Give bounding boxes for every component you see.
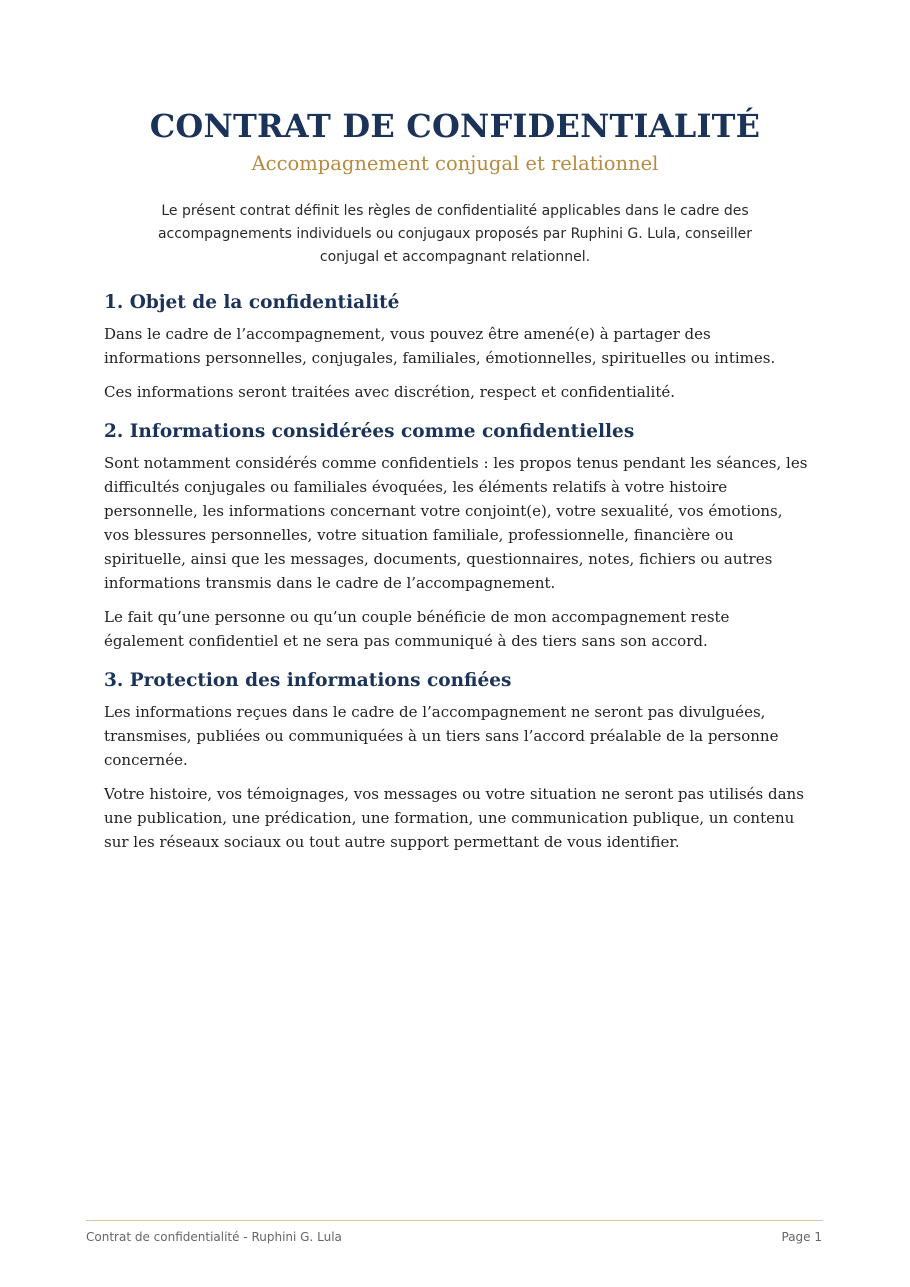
document-title: CONTRAT DE CONFIDENTIALITÉ (149, 107, 761, 145)
section-heading: 2. Informations considérées comme confidentielles (104, 421, 635, 442)
paragraph: Votre histoire, vos témoignages, vos messages ou votre situation ne seront pas utilisés dans une publication, une prédication, une formation, une communication publique, un contenu sur les réseaux sociaux ou tout autre support permettant de vous identifier. (104, 785, 804, 851)
document-subtitle: Accompagnement conjugal et relationnel (251, 152, 659, 175)
section-informations (104, 419, 810, 653)
section-heading: 3. Protection des informations confiées (104, 670, 512, 691)
footer-document-label: Contrat de confidentialité - Ruphini G. Lula (86, 1230, 342, 1244)
paragraph: Les informations reçues dans le cadre de l’accompagnement ne seront pas divulguées, transmises, publiées ou communiquées à un tiers sans l’accord préalable de la personne concernée. (104, 703, 779, 769)
paragraph: Dans le cadre de l’accompagnement, vous pouvez être amené(e) à partager des informations personnelles, conjugales, familiales, émotionnelles, spirituelles ou intimes. (104, 325, 776, 367)
paragraph: Sont notamment considérés comme confidentiels : les propos tenus pendant les séances, les difficultés conjugales ou familiales évoquées, les éléments relatifs à votre histoire personnelle, les informations concernant votre conjoint(e), votre sexualité, vos émotions, vos blessures personnelles, votre situation familiale, professionnelle, financière ou spirituelle, ainsi que les messages, documents, questionnaires, notes, fichiers ou autres informations transmis dans le cadre de l’accompagnement. (104, 454, 808, 592)
section-protection (104, 668, 810, 854)
intro-paragraph: Le présent contrat définit les règles de confidentialité applicables dans le cadre des accompagnements individuels ou conjugaux proposés par Ruphini G. Lula, conseiller conjugal et accompagnant relationnel. (157, 203, 753, 265)
paragraph: Ces informations seront traitées avec discrétion, respect et confidentialité. (104, 383, 676, 401)
section-objet (104, 290, 810, 404)
document-body (104, 290, 810, 869)
footer-page-number: Page 1 (781, 1230, 822, 1244)
paragraph: Le fait qu’une personne ou qu’un couple bénéficie de mon accompagnement reste également confidentiel et ne sera pas communiqué à des tiers sans son accord. (104, 608, 730, 650)
section-heading: 1. Objet de la confidentialité (104, 292, 400, 313)
footer-divider (86, 1220, 823, 1221)
